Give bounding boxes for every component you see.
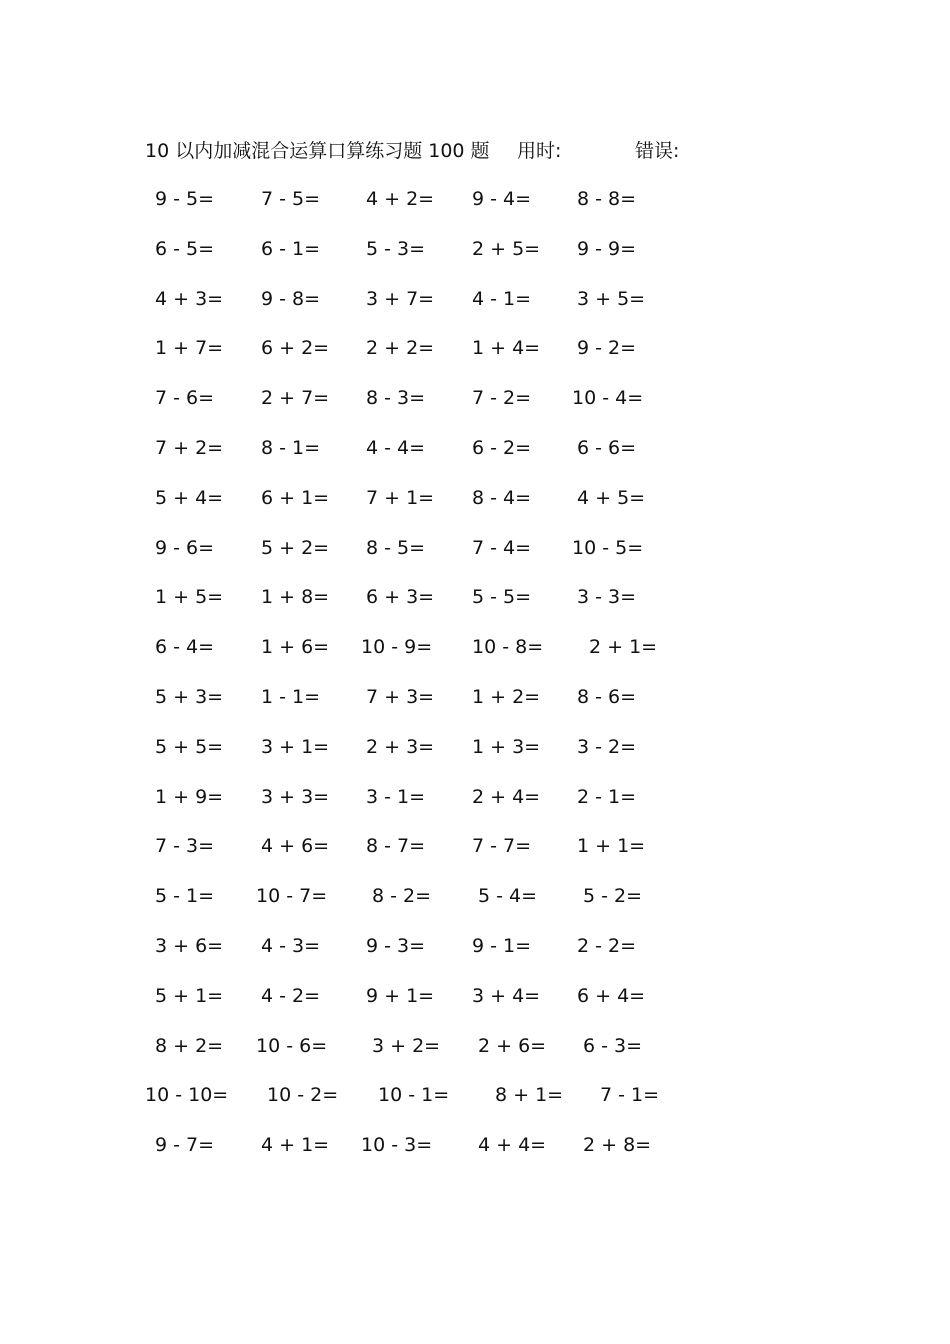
- problem-item: 10 - 7=: [256, 885, 328, 908]
- problem-item: 9 - 9=: [577, 237, 637, 260]
- time-label: 用时:: [517, 140, 562, 162]
- problem-item: 8 - 7=: [366, 835, 426, 858]
- problem-item: 1 + 6=: [261, 636, 330, 659]
- problem-item: 4 - 2=: [261, 984, 321, 1007]
- problem-item: 9 - 1=: [472, 934, 532, 957]
- problem-item: 1 - 1=: [261, 685, 321, 708]
- problem-row: [0, 381, 950, 431]
- problem-row: [0, 282, 950, 332]
- problem-item: 4 - 4=: [366, 436, 426, 459]
- problem-item: 5 + 4=: [155, 486, 224, 509]
- problem-item: 8 - 2=: [372, 885, 432, 908]
- problem-item: 5 - 2=: [583, 885, 643, 908]
- problem-item: 9 - 6=: [155, 536, 215, 559]
- problem-item: 9 - 2=: [577, 337, 637, 360]
- problem-item: 10 - 3=: [361, 1134, 433, 1157]
- problem-item: 8 - 1=: [261, 436, 321, 459]
- problem-item: 8 + 1=: [495, 1084, 564, 1107]
- problem-item: 3 - 3=: [577, 586, 637, 609]
- problem-item: 3 - 1=: [366, 785, 426, 808]
- problem-item: 8 - 3=: [366, 387, 426, 410]
- problem-item: 5 - 4=: [478, 885, 538, 908]
- problem-item: 9 - 7=: [155, 1134, 215, 1157]
- problem-item: 5 + 5=: [155, 735, 224, 758]
- problem-item: 4 + 1=: [261, 1134, 330, 1157]
- problem-row: [0, 630, 950, 680]
- problem-item: 3 + 6=: [155, 934, 224, 957]
- problem-row: [0, 730, 950, 780]
- problem-item: 10 - 9=: [361, 636, 433, 659]
- problem-item: 5 - 1=: [155, 885, 215, 908]
- problem-item: 3 + 1=: [261, 735, 330, 758]
- error-label: 错误:: [635, 140, 680, 162]
- problem-item: 7 - 7=: [472, 835, 532, 858]
- problem-row: [0, 1128, 950, 1178]
- problem-item: 8 - 8=: [577, 188, 637, 210]
- problem-item: 6 + 2=: [261, 337, 330, 360]
- problem-item: 2 + 2=: [366, 337, 435, 360]
- problem-item: 1 + 1=: [577, 835, 646, 858]
- problem-item: 3 + 5=: [577, 287, 646, 310]
- problem-row: [0, 232, 950, 282]
- problem-item: 1 + 7=: [155, 337, 224, 360]
- problem-item: 4 - 1=: [472, 287, 532, 310]
- problem-item: 8 - 5=: [366, 536, 426, 559]
- problem-item: 6 - 6=: [577, 436, 637, 459]
- problem-item: 1 + 4=: [472, 337, 541, 360]
- problem-item: 6 - 1=: [261, 237, 321, 260]
- problem-item: 10 - 8=: [472, 636, 544, 659]
- problem-item: 2 + 1=: [589, 636, 658, 659]
- problem-row: [0, 182, 950, 232]
- problem-item: 5 - 3=: [366, 237, 426, 260]
- problem-item: 10 - 1=: [378, 1084, 450, 1107]
- problem-item: 4 + 3=: [155, 287, 224, 310]
- problem-row: [0, 879, 950, 929]
- problem-item: 10 - 2=: [267, 1084, 339, 1107]
- problem-item: 2 - 2=: [577, 934, 637, 957]
- problem-row: [0, 929, 950, 979]
- problem-item: 1 + 3=: [472, 735, 541, 758]
- problem-item: 4 + 2=: [366, 188, 435, 210]
- problem-item: 6 + 1=: [261, 486, 330, 509]
- problem-item: 10 - 5=: [572, 536, 644, 559]
- problem-item: 10 - 4=: [572, 387, 644, 410]
- problem-item: 9 - 5=: [155, 188, 215, 210]
- problem-item: 1 + 5=: [155, 586, 224, 609]
- worksheet-title: 10 以内加减混合运算口算练习题 100 题: [145, 140, 490, 162]
- problem-item: 6 - 4=: [155, 636, 215, 659]
- problem-item: 6 + 4=: [577, 984, 646, 1007]
- problem-item: 7 - 4=: [472, 536, 532, 559]
- problem-item: 7 - 6=: [155, 387, 215, 410]
- problem-item: 5 + 2=: [261, 536, 330, 559]
- problem-item: 3 + 7=: [366, 287, 435, 310]
- problem-item: 4 - 3=: [261, 934, 321, 957]
- problem-item: 6 - 5=: [155, 237, 215, 260]
- problem-row: [0, 331, 950, 381]
- problem-item: 4 + 4=: [478, 1134, 547, 1157]
- problem-item: 8 - 6=: [577, 685, 637, 708]
- problem-item: 8 - 4=: [472, 486, 532, 509]
- problem-item: 7 - 3=: [155, 835, 215, 858]
- problem-row: [0, 1078, 950, 1128]
- problem-row: [0, 780, 950, 830]
- problem-row: [0, 431, 950, 481]
- problem-row: [0, 481, 950, 531]
- problem-item: 5 + 1=: [155, 984, 224, 1007]
- problem-item: 10 - 6=: [256, 1034, 328, 1057]
- problem-grid: [0, 182, 950, 1178]
- problem-item: 8 + 2=: [155, 1034, 224, 1057]
- problem-item: 7 - 5=: [261, 188, 321, 210]
- problem-item: 9 - 4=: [472, 188, 532, 210]
- problem-item: 7 - 1=: [600, 1084, 660, 1107]
- problem-row: [0, 680, 950, 730]
- problem-item: 7 + 3=: [366, 685, 435, 708]
- problem-item: 1 + 9=: [155, 785, 224, 808]
- problem-item: 4 + 6=: [261, 835, 330, 858]
- problem-item: 3 + 2=: [372, 1034, 441, 1057]
- problem-item: 5 - 5=: [472, 586, 532, 609]
- problem-item: 5 + 3=: [155, 685, 224, 708]
- problem-item: 9 - 3=: [366, 934, 426, 957]
- problem-item: 7 - 2=: [472, 387, 532, 410]
- problem-row: [0, 979, 950, 1029]
- problem-item: 6 + 3=: [366, 586, 435, 609]
- problem-item: 2 + 5=: [472, 237, 541, 260]
- problem-item: 7 + 2=: [155, 436, 224, 459]
- problem-item: 1 + 8=: [261, 586, 330, 609]
- problem-item: 1 + 2=: [472, 685, 541, 708]
- problem-item: 2 + 8=: [583, 1134, 652, 1157]
- problem-item: 9 - 8=: [261, 287, 321, 310]
- problem-item: 9 + 1=: [366, 984, 435, 1007]
- problem-item: 2 + 7=: [261, 387, 330, 410]
- problem-row: [0, 829, 950, 879]
- problem-item: 2 + 6=: [478, 1034, 547, 1057]
- problem-row: [0, 1029, 950, 1079]
- problem-item: 3 + 3=: [261, 785, 330, 808]
- problem-row: [0, 531, 950, 581]
- problem-item: 10 - 10=: [145, 1084, 229, 1107]
- problem-item: 3 + 4=: [472, 984, 541, 1007]
- problem-item: 7 + 1=: [366, 486, 435, 509]
- problem-item: 2 + 4=: [472, 785, 541, 808]
- problem-item: 6 - 2=: [472, 436, 532, 459]
- problem-item: 2 + 3=: [366, 735, 435, 758]
- problem-item: 6 - 3=: [583, 1034, 643, 1057]
- problem-item: 2 - 1=: [577, 785, 637, 808]
- problem-item: 3 - 2=: [577, 735, 637, 758]
- problem-row: [0, 580, 950, 630]
- problem-item: 4 + 5=: [577, 486, 646, 509]
